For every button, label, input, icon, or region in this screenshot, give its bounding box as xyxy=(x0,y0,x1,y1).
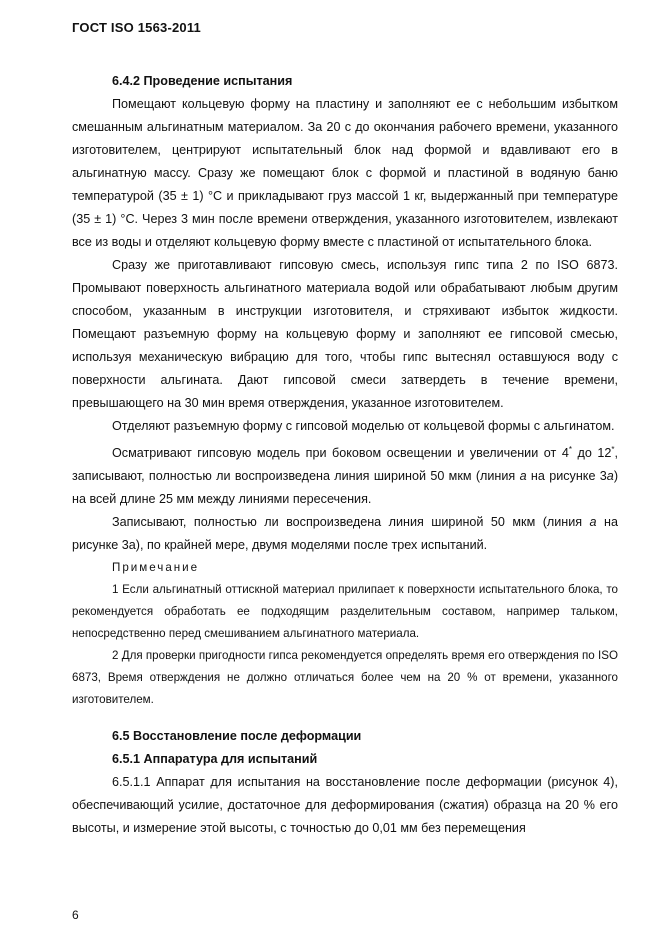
paragraph-procedure: Помещают кольцевую форму на пластину и заполняют ее с небольшим избытком смешанным альгинатным материалом. За 20 с до окончания рабочего времени, указанного изготовителем, центрируют испытательный блок над формой и вдавливают его в альгинатную массу. Сразу же помещают блок с формой и пластиной в водяную баню температурой (35 ± 1) °С и прикладывают груз массой 1 кг, выдержанный при температуре (35 ± 1) °С. Через 3 мин после времени отверждения, указанного изготовителем, извлекают все из воды и отделяют кольцевую форму вместе с пластиной от испытательного блока. xyxy=(72,97,618,249)
inspection-text-c: , записывают, полностью ли воспроизведена линия шириной 50 мкм (линия xyxy=(72,446,619,484)
paragraph-apparatus: 6.5.1.1 Аппарат для испытания на восстановление после деформации (рисунок 4), обеспечивающий усилие, достаточное для деформирования (сжатия) образца на 20 % его высоты, и измерение этой высоты, с точностью до 0,01 мм без перемещения xyxy=(72,775,618,836)
paragraph-gypsum-mix: Сразу же приготавливают гипсовую смесь, используя гипс типа 2 по ISO 6873. Промывают поверхность альгинатного материала водой или обрабатывают любым другим способом, указанным в инструкции изготовителя, и стряхивают избыток жидкости. Помещают разъемную форму на кольцевую форму и заполняют ее гипсовой смесью, используя механическую вибрацию для того, чтобы гипс вытеснял оставшуюся воду с поверхности альгината. Дают гипсовой смеси затвердеть в течение времени, превышающего на 30 мин время отверждения, указанное изготовителем. xyxy=(72,258,618,410)
inspection-text-d: на рисунке 3 xyxy=(526,469,607,484)
inspection-sup-1: * xyxy=(568,445,572,454)
paragraph-separation: Отделяют разъемную форму с гипсовой моделью от кольцевой формы с альгинатом. xyxy=(112,419,615,433)
inspection-text-b: до 12 xyxy=(571,446,612,461)
recording-italic: а xyxy=(589,515,597,530)
page-content xyxy=(72,70,618,840)
inspection-italic-1: а xyxy=(519,469,527,484)
paragraph-inspection xyxy=(72,438,618,511)
page-number: 6 xyxy=(72,908,79,922)
section-6-4-2-title: 6.4.2 Проведение испытания xyxy=(112,74,293,88)
recording-text-b: на рисунке 3а), по крайней мере, двумя моделями после трех испытаний. xyxy=(72,515,618,553)
paragraph-recording xyxy=(72,511,618,557)
section-6-5-1-title: 6.5.1 Аппаратура для испытаний xyxy=(112,752,318,767)
inspection-italic-2: а xyxy=(606,469,614,484)
note-block xyxy=(72,557,618,711)
inspection-text-a: Осматривают гипсовую модель при боковом освещении и увеличении от 4 xyxy=(112,446,569,461)
recording-text-a: Записывают, полностью ли воспроизведена линия шириной 50 мкм (линия xyxy=(112,515,590,530)
section-6-5-title: 6.5 Восстановление после деформации xyxy=(112,729,362,744)
note-title: Примечание xyxy=(112,561,200,575)
note-1: 1 Если альгинатный оттискной материал прилипает к поверхности испытательного блока, то рекомендуется обработать ее подходящим разделительным составом, например тальком, непосредственно перед смешиванием альгинатного материала. xyxy=(72,583,618,641)
note-2: 2 Для проверки пригодности гипса рекомендуется определять время его отверждения по ISO 6873, Время отверждения не должно отличаться более чем на 20 % от времени, указанного изготовителем. xyxy=(72,649,618,707)
inspection-text-e: ) на всей длине 25 мм между линиями пересечения. xyxy=(72,469,619,507)
document-header: ГОСТ ISO 1563-2011 xyxy=(72,20,201,35)
inspection-sup-2: * xyxy=(611,445,615,454)
